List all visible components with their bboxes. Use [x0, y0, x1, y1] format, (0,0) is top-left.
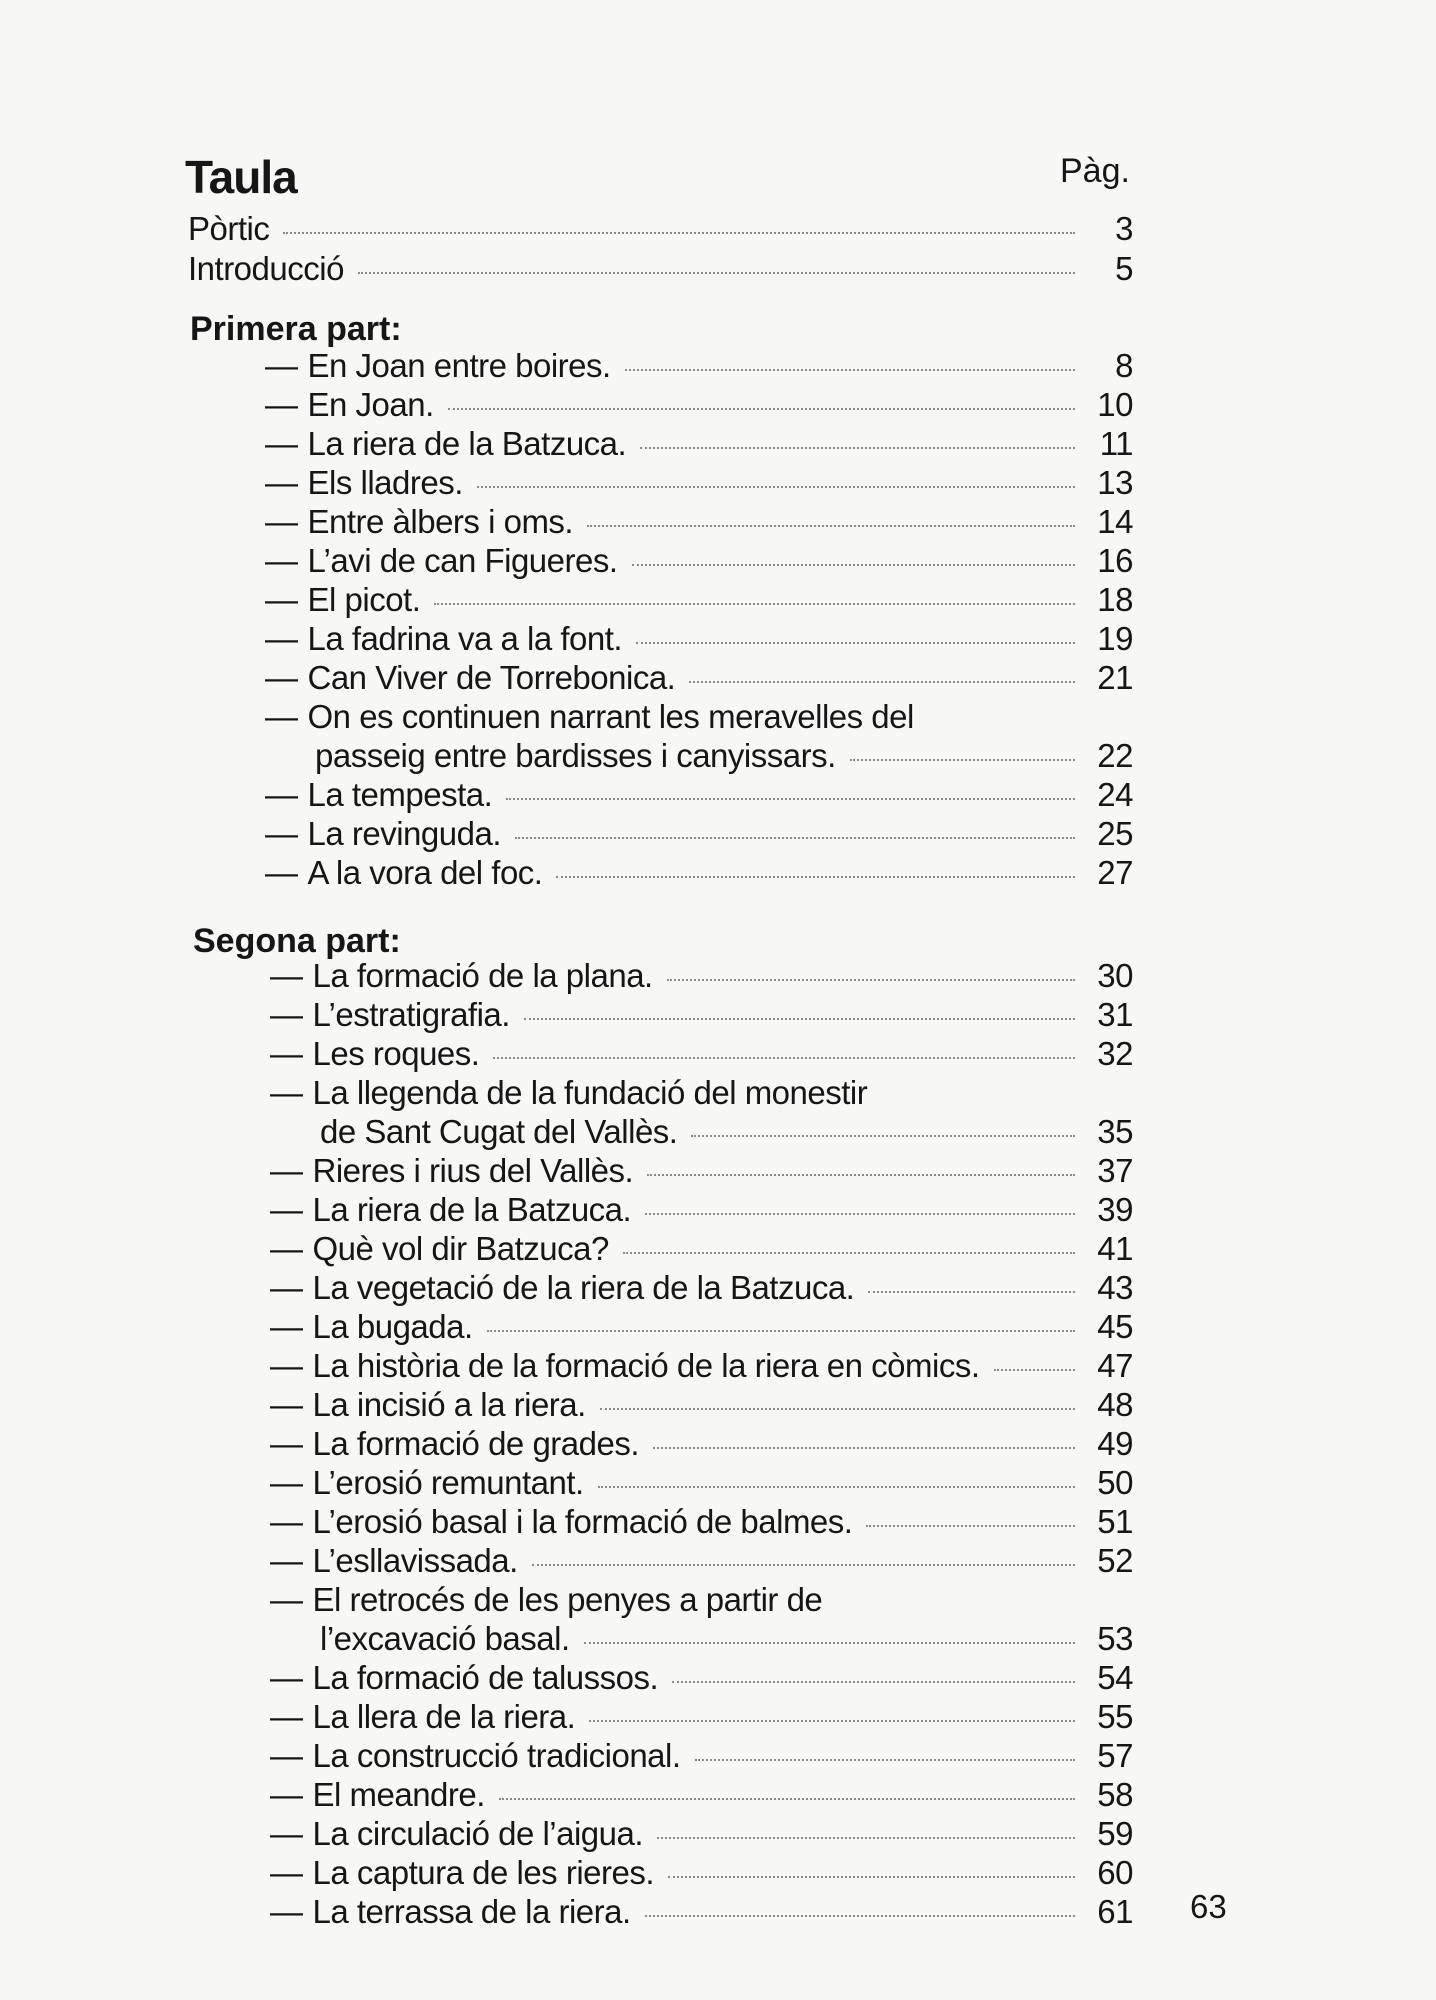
em-dash: —: [270, 1737, 303, 1774]
toc-entry-label: passeig entre bardisses i canyissars.: [315, 737, 836, 774]
leader-dots: [556, 876, 1075, 878]
section-heading-part1: Primera part:: [190, 310, 402, 348]
toc-entry-label: En Joan entre boires.: [307, 347, 611, 384]
leader-dots: [868, 1291, 1075, 1293]
em-dash: —: [270, 1893, 303, 1930]
toc-entry-label: El meandre.: [312, 1776, 485, 1813]
leader-dots: [850, 759, 1075, 761]
leader-dots: [647, 1174, 1075, 1176]
leader-dots: [695, 1759, 1075, 1761]
toc-entry-label: de Sant Cugat del Vallès.: [320, 1113, 678, 1150]
toc-entry: [270, 1152, 1133, 1192]
leader-dots: [477, 486, 1075, 488]
em-dash: —: [265, 503, 298, 540]
em-dash: —: [265, 425, 298, 462]
em-dash: —: [270, 1347, 303, 1384]
toc-entry: [270, 1737, 1133, 1777]
toc-entry-label: L’erosió basal i la formació de balmes.: [312, 1503, 853, 1540]
leader-dots: [667, 979, 1075, 981]
toc-entry-page: 31: [1097, 996, 1133, 1033]
toc-entry-page: 50: [1097, 1464, 1133, 1501]
toc-entry-label: La terrassa de la riera.: [312, 1893, 631, 1930]
toc-entry: [265, 542, 1133, 582]
toc-entry: [270, 1542, 1133, 1582]
toc-entry: [270, 1464, 1133, 1504]
toc-entry-page: 18: [1097, 581, 1133, 618]
toc-entry: [270, 957, 1133, 997]
toc-entry-page: 21: [1097, 659, 1133, 696]
toc-entry: [270, 1308, 1133, 1348]
toc-entry-page: 5: [1115, 250, 1133, 287]
toc-entry-label: El retrocés de les penyes a partir de: [312, 1581, 823, 1618]
leader-dots: [283, 232, 1075, 234]
page-title: Taula: [185, 151, 297, 203]
leader-dots: [645, 1915, 1075, 1917]
leader-dots: [672, 1681, 1075, 1683]
toc-entry: [270, 1581, 1133, 1621]
toc-entry-label: Què vol dir Batzuca?: [312, 1230, 609, 1267]
toc-entry: [265, 347, 1133, 387]
toc-entry: [265, 659, 1133, 699]
leader-dots: [524, 1018, 1075, 1020]
toc-entry-label: L’esllavissada.: [312, 1542, 518, 1579]
em-dash: —: [270, 1503, 303, 1540]
toc-entry-label: La captura de les rieres.: [312, 1854, 655, 1891]
toc-entry: [265, 425, 1133, 465]
toc-entry: [270, 1425, 1133, 1465]
em-dash: —: [270, 1425, 303, 1462]
em-dash: —: [265, 542, 298, 579]
toc-entry-page: 25: [1097, 815, 1133, 852]
toc-entry: [265, 503, 1133, 543]
toc-entry-page: 51: [1097, 1503, 1133, 1540]
toc-entry: [270, 1191, 1133, 1231]
toc-entry-page: 13: [1097, 464, 1133, 501]
leader-dots: [645, 1213, 1075, 1215]
em-dash: —: [270, 957, 303, 994]
toc-entry: [270, 1347, 1133, 1387]
toc-entry-label: La revinguda.: [307, 815, 501, 852]
leader-dots: [493, 1057, 1075, 1059]
toc-entry: [270, 1659, 1133, 1699]
em-dash: —: [270, 1308, 303, 1345]
leader-dots: [653, 1447, 1075, 1449]
toc-entry-continuation: [315, 737, 1133, 777]
em-dash: —: [265, 386, 298, 423]
toc-entry-page: 35: [1097, 1113, 1133, 1150]
leader-dots: [448, 408, 1075, 410]
em-dash: —: [270, 1776, 303, 1813]
toc-entry-label: La formació de la plana.: [312, 957, 653, 994]
leader-dots: [589, 1720, 1075, 1722]
toc-entry: [265, 854, 1133, 894]
toc-entry-page: 37: [1097, 1152, 1133, 1189]
em-dash: —: [270, 1230, 303, 1267]
toc-entry-page: 48: [1097, 1386, 1133, 1423]
em-dash: —: [265, 854, 298, 891]
leader-dots: [668, 1876, 1075, 1878]
leader-dots: [598, 1486, 1075, 1488]
toc-entry: [265, 464, 1133, 504]
toc-entry: [265, 581, 1133, 621]
em-dash: —: [265, 620, 298, 657]
toc-entry: [265, 776, 1133, 816]
leader-dots: [434, 603, 1075, 605]
em-dash: —: [270, 1815, 303, 1852]
toc-entry-label: La construcció tradicional.: [312, 1737, 681, 1774]
em-dash: —: [270, 1035, 303, 1072]
toc-entry-page: 45: [1097, 1308, 1133, 1345]
toc-entry-label: L’avi de can Figueres.: [307, 542, 618, 579]
toc-entry: [270, 1074, 1133, 1114]
leader-dots: [632, 564, 1075, 566]
toc-entry: [265, 698, 1133, 738]
toc-entry-label: Les roques.: [312, 1035, 480, 1072]
toc-entry: [270, 1893, 1133, 1933]
toc-entry: [270, 1854, 1133, 1894]
toc-entry-label: Entre àlbers i oms.: [307, 503, 574, 540]
toc-entry-continuation: [320, 1620, 1133, 1660]
toc-entry-page: 39: [1097, 1191, 1133, 1228]
toc-entry-page: 58: [1097, 1776, 1133, 1813]
toc-entry-label: Pòrtic: [188, 210, 270, 247]
toc-entry-label: Rieres i rius del Vallès.: [312, 1152, 634, 1189]
toc-entry-page: 57: [1097, 1737, 1133, 1774]
leader-dots: [636, 642, 1075, 644]
toc-entry: [265, 620, 1133, 660]
toc-entry-continuation: [320, 1113, 1133, 1153]
toc-entry-label: La llegenda de la fundació del monestir: [312, 1074, 868, 1111]
toc-entry-page: 32: [1097, 1035, 1133, 1072]
leader-dots: [532, 1564, 1075, 1566]
toc-entry-label: La vegetació de la riera de la Batzuca.: [312, 1269, 855, 1306]
toc-entry-page: 61: [1097, 1893, 1133, 1930]
toc-entry-label: La incisió a la riera.: [312, 1386, 586, 1423]
toc-entry: [270, 1698, 1133, 1738]
leader-dots: [515, 837, 1075, 839]
leader-dots: [358, 272, 1075, 274]
leader-dots: [623, 1252, 1075, 1254]
toc-entry-page: 43: [1097, 1269, 1133, 1306]
toc-entry-page: 24: [1097, 776, 1133, 813]
leader-dots: [487, 1330, 1075, 1332]
em-dash: —: [270, 1269, 303, 1306]
toc-entry-page: 11: [1099, 425, 1133, 462]
toc-entry-label: La riera de la Batzuca.: [307, 425, 627, 462]
em-dash: —: [270, 1386, 303, 1423]
toc-entry-page: 60: [1097, 1854, 1133, 1891]
toc-entry-label: L’estratigrafia.: [312, 996, 510, 1033]
toc-entry-page: 41: [1097, 1230, 1133, 1267]
em-dash: —: [270, 1191, 303, 1228]
em-dash: —: [270, 1854, 303, 1891]
toc-entry: [270, 1815, 1133, 1855]
toc-entry: [270, 1269, 1133, 1309]
toc-entry-page: 59: [1097, 1815, 1133, 1852]
toc-entry-label: Can Viver de Torrebonica.: [307, 659, 676, 696]
toc-entry-page: 47: [1097, 1347, 1133, 1384]
em-dash: —: [270, 1542, 303, 1579]
em-dash: —: [265, 659, 298, 696]
toc-entry: [265, 386, 1133, 426]
toc-entry-page: 10: [1097, 386, 1133, 423]
toc-entry-label: La formació de grades.: [312, 1425, 640, 1462]
leader-dots: [691, 1135, 1075, 1137]
toc-entry-page: 49: [1097, 1425, 1133, 1462]
toc-entry-page: 54: [1097, 1659, 1133, 1696]
em-dash: —: [270, 1659, 303, 1696]
em-dash: —: [265, 581, 298, 618]
toc-entry: [265, 815, 1133, 855]
leader-dots: [657, 1837, 1075, 1839]
leader-dots: [866, 1525, 1075, 1527]
em-dash: —: [265, 698, 298, 735]
toc-entry: [270, 1386, 1133, 1426]
toc-entry-label: La fadrina va a la font.: [307, 620, 623, 657]
section-heading-part2: Segona part:: [193, 922, 401, 960]
toc-entry-page: 19: [1097, 620, 1133, 657]
toc-entry-label: La bugada.: [312, 1308, 473, 1345]
em-dash: —: [265, 347, 298, 384]
toc-entry: [270, 1230, 1133, 1270]
toc-entry-label: On es continuen narrant les meravelles del: [307, 698, 914, 735]
em-dash: —: [270, 996, 303, 1033]
toc-entry-label: A la vora del foc.: [307, 854, 543, 891]
toc-entry: [188, 210, 1133, 250]
page-number: 63: [1190, 1888, 1227, 1925]
toc-entry-label: l’excavació basal.: [320, 1620, 570, 1657]
toc-entry-page: 3: [1115, 210, 1133, 247]
em-dash: —: [270, 1698, 303, 1735]
toc-entry-page: 27: [1097, 854, 1133, 891]
leader-dots: [587, 525, 1075, 527]
toc-entry-page: 22: [1097, 737, 1133, 774]
leader-dots: [689, 681, 1075, 683]
toc-entry-label: En Joan.: [307, 386, 434, 423]
toc-entry: [270, 1776, 1133, 1816]
toc-entry-label: Els lladres.: [307, 464, 463, 501]
em-dash: —: [270, 1152, 303, 1189]
em-dash: —: [270, 1464, 303, 1501]
toc-entry-page: 14: [1097, 503, 1133, 540]
em-dash: —: [270, 1581, 303, 1618]
leader-dots: [506, 798, 1075, 800]
leader-dots: [499, 1798, 1075, 1800]
em-dash: —: [265, 815, 298, 852]
toc-entry-page: 52: [1097, 1542, 1133, 1579]
toc-entry: [188, 250, 1133, 290]
em-dash: —: [265, 464, 298, 501]
toc-entry-label: L’erosió remuntant.: [312, 1464, 584, 1501]
toc-entry-label: La circulació de l’aigua.: [312, 1815, 644, 1852]
leader-dots: [994, 1369, 1076, 1371]
toc-entry-page: 53: [1097, 1620, 1133, 1657]
toc-entry-page: 8: [1115, 347, 1133, 384]
toc-entry-page: 16: [1097, 542, 1133, 579]
leader-dots: [625, 369, 1075, 371]
leader-dots: [584, 1642, 1075, 1644]
toc-entry-label: La història de la formació de la riera en còmics.: [312, 1347, 980, 1384]
toc-entry: [270, 1503, 1133, 1543]
toc-entry-label: La llera de la riera.: [312, 1698, 576, 1735]
toc-entry: [270, 996, 1133, 1036]
leader-dots: [600, 1408, 1075, 1410]
toc-entry-page: 30: [1097, 957, 1133, 994]
toc-entry-label: La tempesta.: [307, 776, 493, 813]
em-dash: —: [265, 776, 298, 813]
toc-entry: [270, 1035, 1133, 1075]
toc-entry-page: 55: [1097, 1698, 1133, 1735]
toc-entry-label: La riera de la Batzuca.: [312, 1191, 632, 1228]
toc-entry-label: La formació de talussos.: [312, 1659, 659, 1696]
em-dash: —: [270, 1074, 303, 1111]
page-column-label: Pàg.: [1060, 152, 1130, 190]
toc-entry-label: Introducció: [188, 250, 344, 287]
toc-entry-label: El picot.: [307, 581, 421, 618]
leader-dots: [640, 447, 1075, 449]
